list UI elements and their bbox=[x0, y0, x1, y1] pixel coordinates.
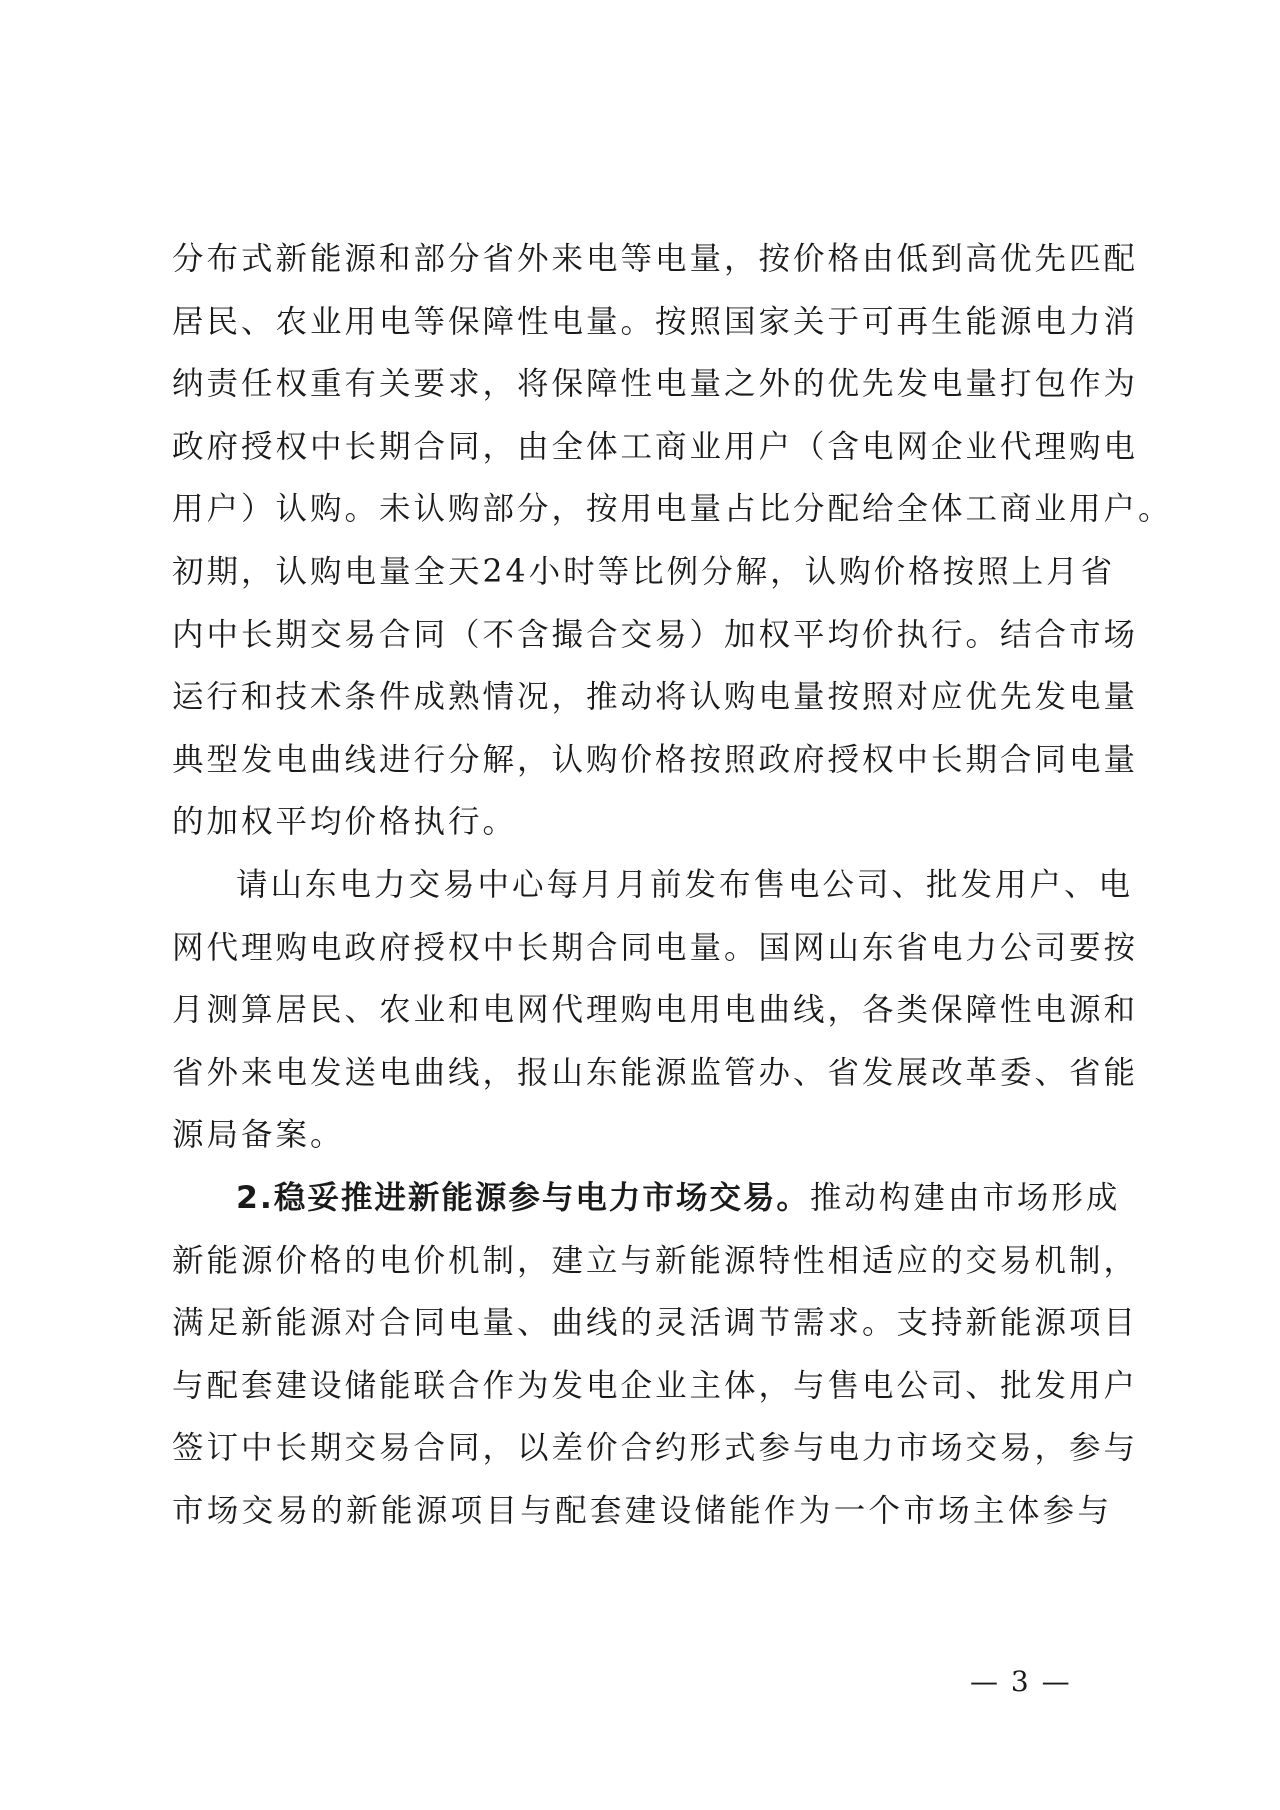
paragraph-line: 纳责任权重有关要求，将保障性电量之外的优先发电量打包作为 bbox=[172, 366, 1139, 403]
paragraph-line: 市场交易的新能源项目与配套建设储能作为一个市场主体参与 bbox=[172, 1492, 1112, 1529]
paragraph-line: 运行和技术条件成熟情况，推动将认购电量按照对应优先发电量 bbox=[172, 679, 1139, 716]
paragraph-line: 的加权平均价格执行。 bbox=[172, 804, 518, 841]
paragraph-line: 居民、农业用电等保障性电量。按照国家关于可再生能源电力消 bbox=[172, 303, 1139, 340]
paragraph-line: 月测算居民、农业和电网代理购电用电曲线，各类保障性电源和 bbox=[172, 992, 1139, 1029]
paragraph-line: 政府授权中长期合同，由全体工商业用户（含电网企业代理购电 bbox=[172, 428, 1139, 465]
paragraph-line: 请山东电力交易中心每月月前发布售电公司、批发用户、电 bbox=[236, 866, 1134, 903]
paragraph-line: 签订中长期交易合同，以差价合约形式参与电力市场交易，参与 bbox=[172, 1430, 1139, 1467]
section-heading-line bbox=[172, 1167, 1121, 1230]
document-body bbox=[172, 228, 1173, 1542]
section-heading: 2.稳妥推进新能源参与电力市场交易。 bbox=[236, 1179, 810, 1216]
paragraph-line: 与配套建设储能联合作为发电企业主体，与售电公司、批发用户 bbox=[172, 1367, 1139, 1404]
paragraph-line: 内中长期交易合同（不含撮合交易）加权平均价执行。结合市场 bbox=[172, 616, 1139, 653]
paragraph-line: 用户）认购。未认购部分，按用电量占比分配给全体工商业用户。 bbox=[172, 491, 1173, 528]
paragraph-line: 新能源价格的电价机制，建立与新能源特性相适应的交易机制， bbox=[172, 1242, 1139, 1279]
paragraph-line: 初期，认购电量全天24小时等比例分解，认购价格按照上月省 bbox=[172, 553, 1116, 590]
paragraph-line: 源局备案。 bbox=[172, 1117, 345, 1154]
paragraph-line: 满足新能源对合同电量、曲线的灵活调节需求。支持新能源项目 bbox=[172, 1305, 1139, 1342]
paragraph-line: 省外来电发送电曲线，报山东能源监管办、省发展改革委、省能 bbox=[172, 1054, 1139, 1091]
paragraph-line: 网代理购电政府授权中长期合同电量。国网山东省电力公司要按 bbox=[172, 929, 1139, 966]
paragraph-line: 分布式新能源和部分省外来电等电量，按价格由低到高优先匹配 bbox=[172, 241, 1139, 277]
paragraph-text: 推动构建由市场形成 bbox=[809, 1179, 1121, 1216]
paragraph-line: 典型发电曲线进行分解，认购价格按照政府授权中长期合同电量 bbox=[172, 741, 1139, 778]
page-number: — 3 — bbox=[970, 1665, 1072, 1698]
